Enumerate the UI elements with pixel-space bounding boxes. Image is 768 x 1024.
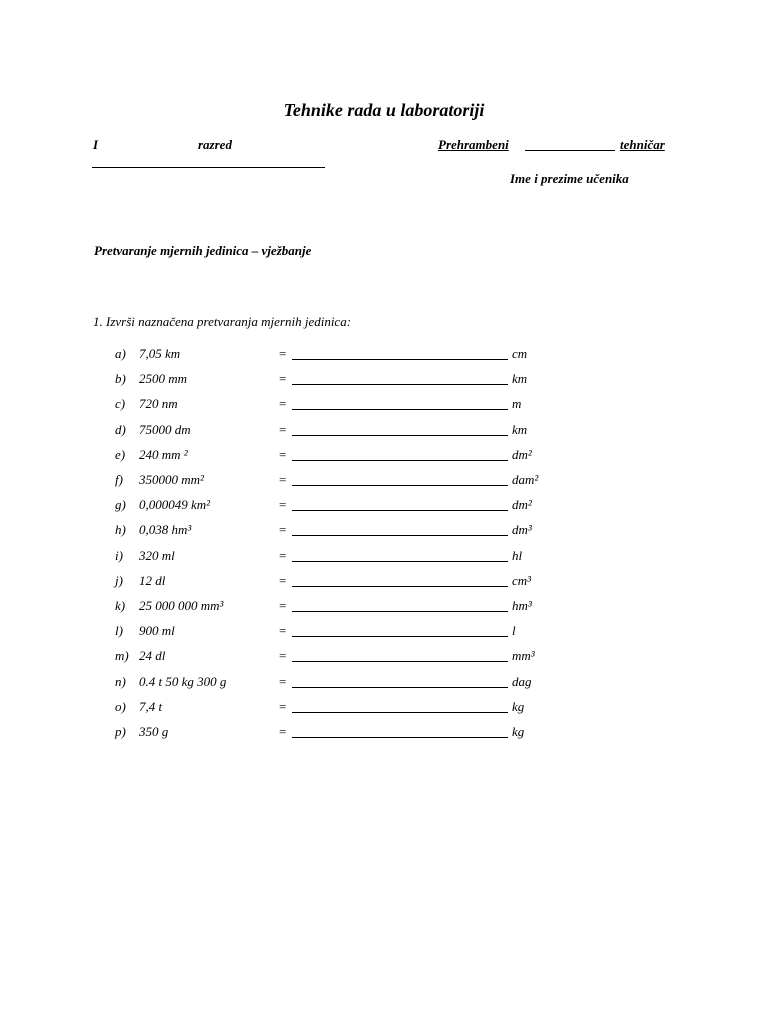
item-value: 0.4 t 50 kg 300 g — [139, 673, 227, 689]
target-unit: dam² — [512, 472, 539, 487]
equals-sign: = — [279, 371, 287, 387]
item-value: 350000 mm² — [139, 472, 204, 487]
program-word-2: tehničar — [620, 137, 665, 152]
item-value: 25 000 000 mm³ — [139, 598, 224, 613]
answer-blank[interactable] — [292, 510, 508, 511]
section-title: Pretvaranje mjernih jedinica – vježbanje — [94, 243, 312, 258]
conversion-row — [0, 548, 768, 568]
item-label: g) — [115, 497, 126, 513]
answer-blank[interactable] — [292, 586, 508, 587]
target-unit: hm³ — [512, 598, 532, 613]
conversion-row — [0, 396, 768, 416]
answer-blank[interactable] — [292, 737, 508, 738]
item-value: 320 ml — [139, 547, 175, 563]
equals-sign: = — [279, 446, 287, 462]
equals-sign: = — [279, 346, 287, 361]
student-name-line — [92, 167, 325, 168]
equals-sign: = — [279, 673, 287, 689]
answer-blank[interactable] — [292, 384, 508, 385]
answer-blank[interactable] — [292, 687, 508, 688]
item-value: 240 mm ² — [139, 446, 188, 462]
conversion-row — [0, 472, 768, 492]
equals-sign: = — [279, 472, 287, 487]
conversion-row — [0, 573, 768, 593]
page-title: Tehnike rada u laboratoriji — [283, 100, 485, 120]
item-value: 7,4 t — [139, 698, 163, 714]
item-label: k) — [115, 598, 126, 613]
equals-sign: = — [279, 572, 287, 588]
equals-sign: = — [279, 396, 287, 412]
item-label: e) — [115, 446, 126, 462]
conversion-row — [0, 346, 768, 366]
target-unit: dag — [512, 673, 532, 689]
target-unit: cm³ — [512, 572, 532, 588]
item-value: 75000 dm — [139, 421, 191, 437]
student-name-label: Ime i prezime učenika — [510, 171, 629, 186]
target-unit: m — [512, 396, 522, 412]
item-label: l) — [115, 623, 123, 639]
answer-blank[interactable] — [292, 661, 508, 662]
answer-blank[interactable] — [292, 409, 508, 410]
equals-sign: = — [279, 623, 287, 639]
item-label: j) — [115, 572, 123, 588]
target-unit: hl — [512, 547, 523, 563]
target-unit: mm³ — [512, 648, 535, 664]
conversion-row — [0, 623, 768, 643]
target-unit: l — [512, 623, 516, 639]
item-label: o) — [115, 698, 126, 714]
target-unit: cm — [512, 346, 528, 361]
answer-blank[interactable] — [292, 435, 508, 436]
conversion-row — [0, 724, 768, 744]
item-label: n) — [115, 673, 126, 689]
answer-blank[interactable] — [292, 485, 508, 486]
answer-blank[interactable] — [292, 611, 508, 612]
target-unit: dm² — [512, 497, 532, 513]
item-label: m) — [115, 648, 129, 664]
conversion-row — [0, 648, 768, 668]
answer-blank[interactable] — [292, 712, 508, 713]
equals-sign: = — [279, 421, 287, 437]
item-value: 900 ml — [139, 623, 175, 639]
item-value: 2500 mm — [139, 371, 188, 387]
equals-sign: = — [279, 598, 287, 613]
conversion-row — [0, 522, 768, 542]
conversion-row — [0, 422, 768, 442]
item-label: d) — [115, 421, 126, 437]
class-numeral: I — [93, 137, 99, 152]
class-word: razred — [198, 137, 232, 152]
conversion-row — [0, 598, 768, 618]
target-unit: dm² — [512, 446, 532, 462]
answer-blank[interactable] — [292, 561, 508, 562]
answer-blank[interactable] — [292, 460, 508, 461]
item-label: b) — [115, 371, 126, 387]
target-unit: kg — [512, 698, 525, 714]
equals-sign: = — [279, 648, 287, 664]
program-word-1: Prehrambeni — [438, 137, 509, 152]
item-value: 0,000049 km² — [139, 497, 211, 513]
item-value: 0,038 hm³ — [139, 522, 192, 538]
target-unit: kg — [512, 724, 525, 739]
item-label: i) — [115, 547, 123, 563]
item-value: 350 g — [139, 724, 169, 739]
item-label: f) — [115, 472, 123, 487]
equals-sign: = — [279, 522, 287, 538]
equals-sign: = — [279, 724, 287, 739]
item-value: 7,05 km — [139, 346, 181, 361]
target-unit: km — [512, 421, 528, 437]
conversion-row — [0, 674, 768, 694]
item-label: a) — [115, 346, 126, 361]
item-label: p) — [115, 724, 126, 739]
equals-sign: = — [279, 547, 287, 563]
equals-sign: = — [279, 698, 287, 714]
answer-blank[interactable] — [292, 359, 508, 360]
task-instruction: 1. Izvrši naznačena pretvaranja mjernih jedinica: — [93, 314, 352, 329]
answer-blank[interactable] — [292, 636, 508, 637]
conversion-row — [0, 699, 768, 719]
conversion-row — [0, 497, 768, 517]
target-unit: dm³ — [512, 522, 532, 538]
conversion-row — [0, 371, 768, 391]
conversion-row — [0, 447, 768, 467]
item-value: 24 dl — [139, 648, 166, 664]
equals-sign: = — [279, 497, 287, 513]
item-value: 720 nm — [139, 396, 178, 412]
item-label: h) — [115, 522, 126, 538]
target-unit: km — [512, 371, 528, 387]
program-underline — [525, 150, 615, 151]
item-value: 12 dl — [139, 572, 166, 588]
item-label: c) — [115, 396, 126, 412]
answer-blank[interactable] — [292, 535, 508, 536]
